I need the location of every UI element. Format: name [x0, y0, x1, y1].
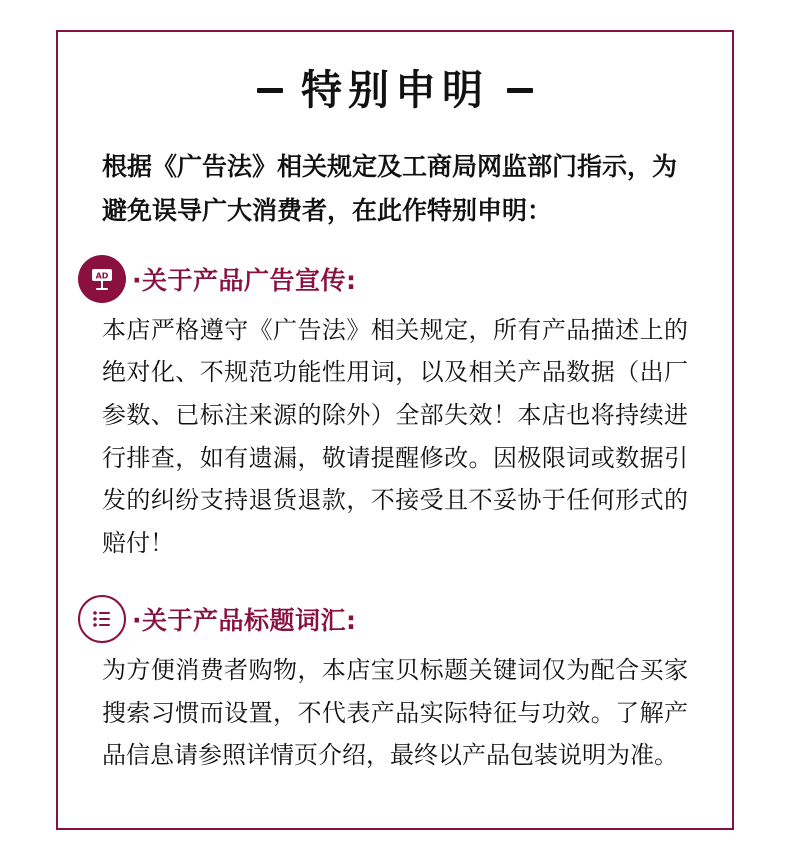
title-dash-left-icon [257, 88, 283, 93]
ad-sign-icon [78, 255, 126, 303]
section-advertising [58, 255, 732, 565]
section-advertising-header [58, 255, 732, 303]
section-title-keywords-title: ·关于产品标题词汇: [132, 605, 357, 635]
page-title [58, 66, 732, 114]
list-icon [78, 595, 126, 643]
title-dash-right-icon [507, 88, 533, 93]
statement-card [56, 30, 734, 830]
title-text: 特别申明 [301, 66, 489, 114]
section-title-keywords [58, 595, 732, 777]
section-advertising-title: ·关于产品广告宣传: [132, 265, 357, 295]
section-title-keywords-body: 为方便消费者购物，本店宝贝标题关键词仅为配合买家搜索习惯而设置，不代表产品实际特征与功效。了解产品信息请参照详情页介绍，最终以产品包装说明为准。 [102, 655, 688, 770]
section-advertising-body: 本店严格遵守《广告法》相关规定，所有产品描述上的绝对化、不规范功能性用词，以及相关产品数据（出厂参数、已标注来源的除外）全部失效！本店也将持续进行排查，如有遗漏，敬请提醒修改。因极限词或数据引发的纠纷支持退货退款，不接受且不妥协于任何形式的赔付！ [102, 315, 688, 558]
section-title-keywords-header [58, 595, 732, 643]
intro-paragraph: 根据《广告法》相关规定及工商局网监部门指示，为避免误导广大消费者，在此作特别申明： [102, 152, 678, 225]
svg-text:AD: AD [95, 271, 109, 280]
